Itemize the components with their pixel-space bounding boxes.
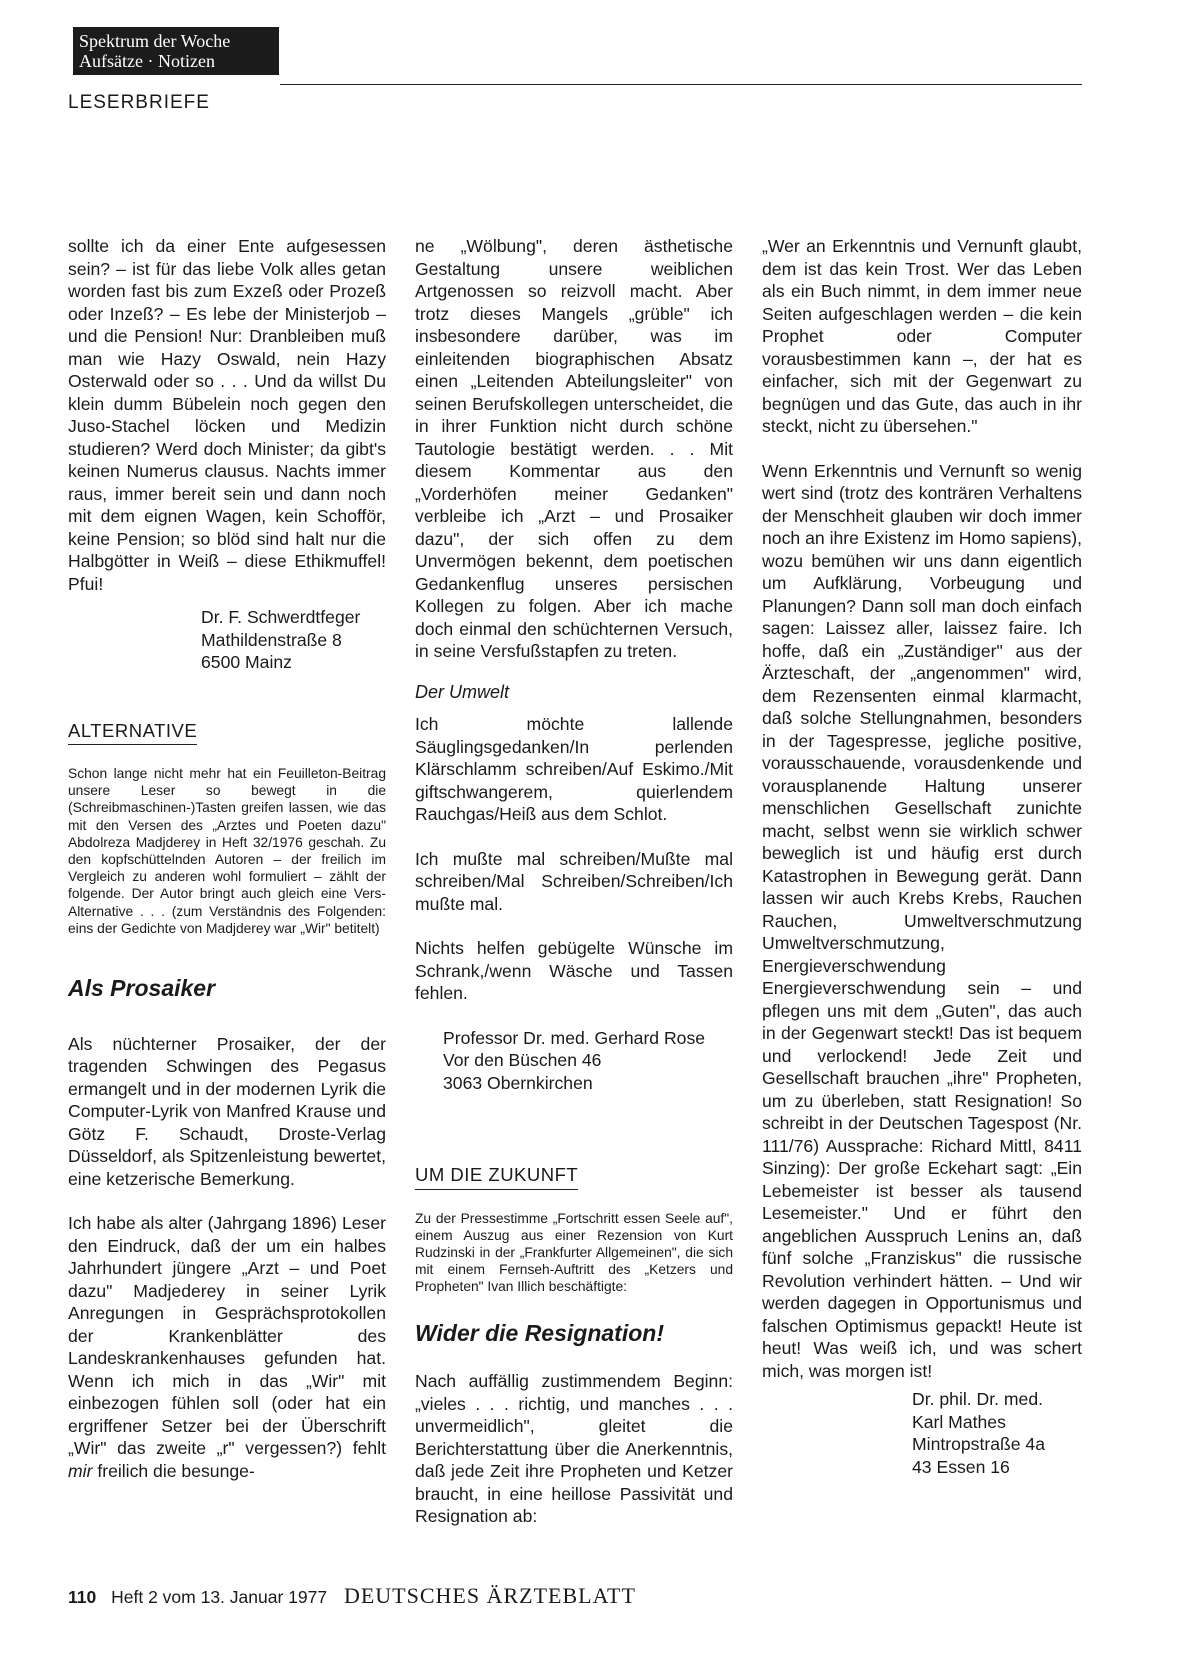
- letter-2-paragraph-3: ne „Wölbung", deren ästhetische Gestaltung unsere weiblichen Artgenossen so reizvoll macht. Aber trotz dieses Mangels „grüble" ich insbesondere darüber, was im einleitenden biographischen Absatz einen „Leitenden Abteilungsleiter" von seinen Berufskollegen unterscheidet, die in ihrer Funktion nicht durch schöne Tautologie bestätigt werden. . . Mit diesem Kommentar aus den „Vorderhöfen meiner Gedanken" verbleibe ich „Arzt – und Prosaiker dazu", der sich offen zu dem Unvermögen bekennt, dem poetischen Gedankenflug unseres persischen Kollegen zu folgen. Aber ich mache doch einmal den schüchternen Versuch, in seine Versfußstapfen zu treten.: [415, 236, 733, 661]
- subhead-alternative: ALTERNATIVE: [68, 720, 197, 746]
- magazine-section-header: [73, 27, 279, 75]
- poem-stanza-2: Ich mußte mal schreiben/Mußte mal schreiben/Mal Schreiben/Schreiben/Ich mußte mal.: [415, 848, 733, 914]
- poem-stanza-3: Nichts helfen gebügelte Wünsche im Schrank,/wenn Wäsche und Tassen fehlen.: [415, 938, 733, 1003]
- poem-stanza-1: Ich möchte lallende Säuglingsgedanken/In perlenden Klärschlamm schreiben/Auf Eskimo./Mit giftschwangerem, quierlendem Rauchgas/Heiß aus dem Schlot.: [415, 714, 733, 824]
- letter-3-paragraph-1: Nach auffällig zustimmendem Beginn: „vieles . . . richtig, und manches . . . unvermeidlich", gleitet die Berichterstattung über die Anerkenntnis, daß jede Zeit ihre Propheten und Ketzer braucht, in eine heillose Passivität und Resignation ab:: [415, 1371, 733, 1527]
- editor-intro-zukunft: Zu der Pressestimme „Fortschritt essen Seele auf", einem Auszug aus einer Rezension von Kurt Rudzinski in der „Frankfurter Allgemeinen", die sich mit einem Fernseh-Auftritt des „Ketzers und Propheten" Ivan Illich beschäftigte:: [415, 1210, 733, 1295]
- emphasis-text: mir: [68, 1460, 93, 1481]
- signature-street: Vor den Büschen 46: [443, 1050, 602, 1070]
- signature-street: Mintropstraße 4a: [912, 1434, 1045, 1454]
- signature-name: Dr. F. Schwerdtfeger: [201, 607, 361, 627]
- header-line-2: Aufsätze · Notizen: [79, 51, 215, 71]
- signature-city: 3063 Obernkirchen: [443, 1072, 593, 1093]
- letter-1-signature: [68, 606, 386, 674]
- poem-title: Der Umwelt: [415, 681, 510, 702]
- letter-2-paragraph-1: Als nüchterner Prosaiker, der der tragenden Schwingen des Pegasus ermangelt und in der modernen Lyrik die Computer-Lyrik von Manfred Krause und Götz F. Schaudt, Droste-Verlag Düsseldorf, als Spitzenleistung bewertet, eine ketzerische Bemerkung.: [68, 1033, 386, 1189]
- editor-intro-alternative: Schon lange nicht mehr hat ein Feuilleton-Beitrag unsere Leser so bewegt in die (Schreibmaschinen-)Tasten greifen lassen, wie das mit den Versen des „Arztes und Poeten dazu" Abdolreza Madjderey in Heft 32/1976 geschah. Zu den kopfschüttelnden Autoren – der freilich im Vergleich zu anderen wohl formuliert – zählt der folgende. Der Autor bringt auch gleich eine Vers-Alternative . . . (zum Verständnis des Folgenden: eins der Gedichte von Madjderey war „Wir" betitelt): [68, 766, 386, 936]
- letter-3-paragraph-2: Wenn Erkenntnis und Vernunft so wenig wert sind (trotz des konträren Verhaltens der Menschheit glauben wir doch immer noch an ihre Existenz im Homo sapiens), wozu bemühen wir uns dann eigentlich um Aufklärung, Vorbeugung und Planungen? Dann soll man doch einfach sagen: Laissez aller, laissez faire. Ich hoffe, daß ein „Zuständiger" aus der Ärzteschaft, der „angenommen" wird, dem Rezensenten einmal klarmacht, daß solche Stellungnahmen, besonders in der Tagespresse, jegliche positive, vorausschauende, vorausdenkende und vorausplanende Haltung unserer menschlichen Gesellschaft zunichte macht, selbst wenn sie wirklich schwer beweglich ist und häufig erst durch Katastrophen in Bewegung gerät. Dann lassen wir auch Krebs Krebs, Rauchen Rauchen, Umweltverschmutzung Umweltverschmutzung, Energieverschwendung Energieverschwendung sein – und pflegen uns mit dem „Guten", das auch in der Gegenwart steckt! Das ist bequem und verlockend! Jede Zeit und Gesellschaft brauchen „ihre" Propheten, um zu überleben, statt Resignation! So schreibt in der Deutschen Tagespost (Nr. 111/76) Aussprache: Richard Mittl, 8411 Sinzing): Der große Eckehart sagt: „Ein Lebemeister ist besser als tausend Lesemeister." Und er führt den angeblichen Ausspruch Lenins an, daß fünf solche „Franziskus" die russische Revolution verhindert hätten. – Und wir werden dagegen in Opportunismus und falschen Optimismus gepackt! Heute ist heut! Was weiß ich, und was schert mich, was morgen ist!: [762, 460, 1082, 1381]
- column-1: [68, 235, 386, 1482]
- page-footer: [68, 1583, 636, 1609]
- page-number: 110: [68, 1587, 97, 1607]
- signature-title: Dr. phil. Dr. med.: [912, 1389, 1044, 1409]
- letter-3-signature: [762, 1388, 1082, 1478]
- signature-name: Professor Dr. med. Gerhard Rose: [443, 1027, 706, 1048]
- subhead-zukunft: UM DIE ZUKUNFT: [415, 1164, 578, 1190]
- paragraph-text: Ich habe als alter (Jahrgang 1896) Leser den Eindruck, daß der um ein halbes Jahrhundert jüngere „Arzt – und Poet dazu" Madjederey in seiner Lyrik Anregungen in Gesprächsprotokollen der Krankenblätter des Landeskrankenhauses gefunden hat. Wenn ich mich in das „Wir" mit einbezogen fühlen soll (oder hat ein ergriffener Setzer bei der Überschrift „Wir" das zweite „r" vergessen?) fehlt: [68, 1213, 386, 1459]
- letter-1-paragraph: sollte ich da einer Ente aufgesessen sein? – ist für das liebe Volk alles getan worden fast bis zum Exzeß oder Prozeß oder Inzeß? – Es lebe der Ministerjob – und die Pension! Nur: Dranbleiben muß man wie Hazy Oswald, nein Hazy Osterwald oder so . . . Und da willst Du klein dumm Bübelein noch gegen den Juso-Stachel löcken und Medizin studieren? Werd doch Minister; da gibt's keinen Numerus clausus. Nachts immer raus, immer bereit sein und dann noch mit dem eignen Wagen, kein Schofför, keine Pension; so blöd sind halt nur die Halbgötter in Weiß – diese Ethikmuffel! Pfui!: [68, 236, 386, 594]
- publication-name: DEUTSCHES ÄRZTEBLATT: [343, 1583, 636, 1608]
- letter-title-resignation: Wider die Resignation!: [415, 1319, 664, 1346]
- column-3: [762, 235, 1082, 1478]
- paragraph-text-end: freilich die besunge-: [92, 1460, 255, 1481]
- letter-title-prosaiker: Als Prosaiker: [68, 975, 216, 1002]
- letter-3-quote: „Wer an Erkenntnis und Vernunft glaubt, dem ist das kein Trost. Wer das Leben als ein Buch nimmt, in dem immer neue Seiten aufgeschlagen werden – die kein Prophet oder Computer vorausbestimmen kann –, der hat es einfacher, sich mit der Gegenwart zu begnügen und das Gute, das auch in ihr steckt, nicht zu übersehen.": [762, 236, 1082, 436]
- letter-2-signature: [415, 1027, 733, 1095]
- letter-2-paragraph-2: [68, 1212, 386, 1482]
- signature-city: 43 Essen 16: [912, 1456, 1010, 1477]
- signature-city: 6500 Mainz: [201, 652, 292, 672]
- header-line-1: Spektrum der Woche: [79, 31, 231, 51]
- column-2: [415, 235, 733, 1528]
- section-title: LESERBRIEFE: [68, 92, 210, 113]
- signature-name: Karl Mathes: [912, 1411, 1006, 1432]
- header-rule: [280, 84, 1082, 85]
- issue-info: Heft 2 vom 13. Januar 1977: [111, 1587, 328, 1607]
- signature-street: Mathildenstraße 8: [201, 629, 342, 650]
